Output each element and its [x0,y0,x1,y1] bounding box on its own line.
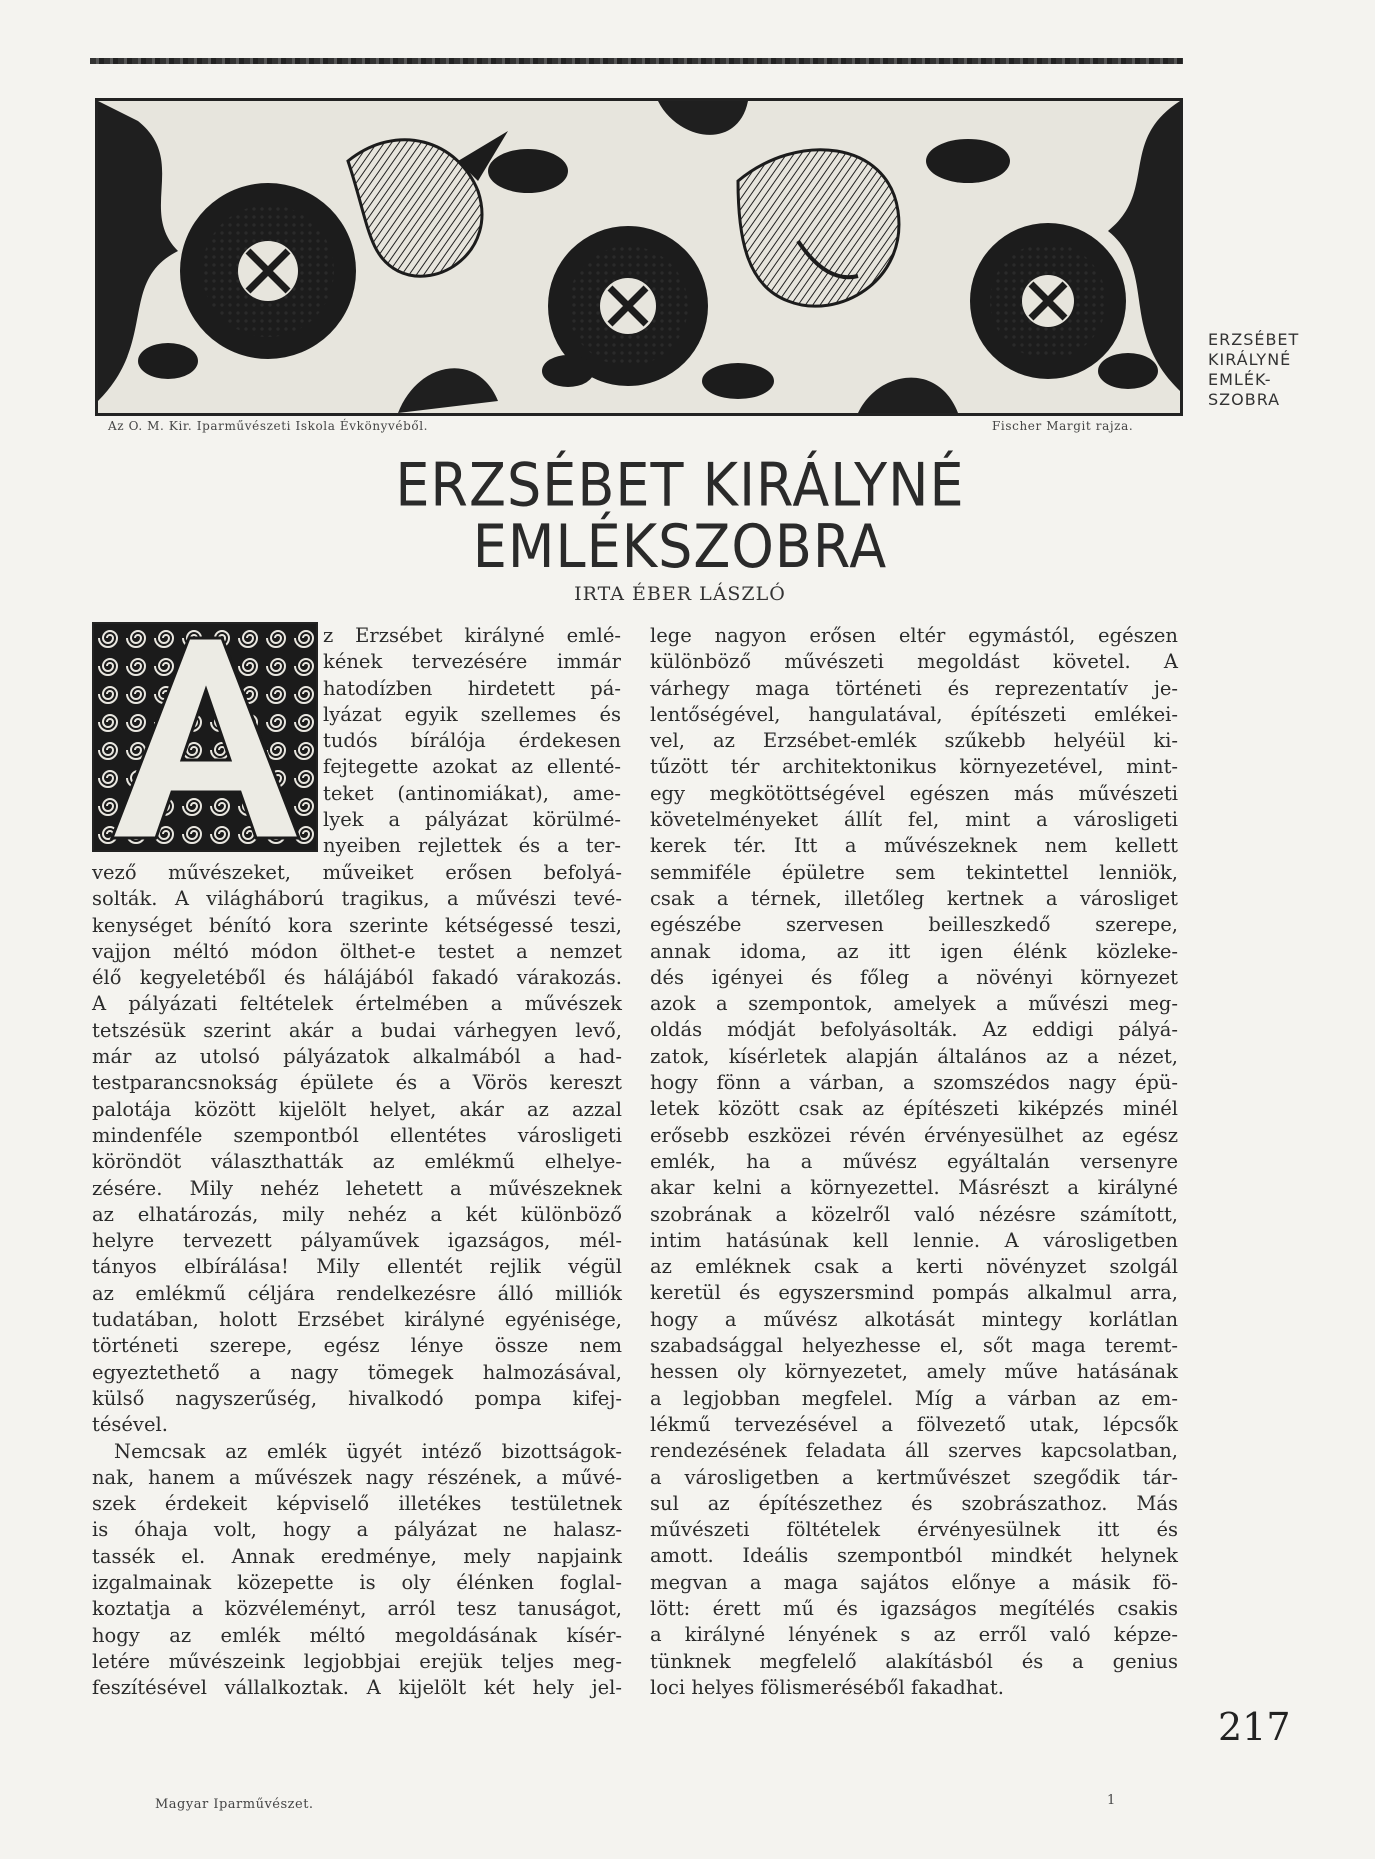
text-line: hessen oly környezetet, amely műve hatásának [650,1360,1178,1384]
journal-footer: Magyar Iparművészet. [155,1797,314,1812]
text-line: tűzött tér architektonikus környezetével, mint- [650,755,1178,779]
top-ornamental-rule [90,58,1183,64]
banner-source-caption: Az O. M. Kir. Iparművészeti Iskola Évkönyvéből. [108,419,429,433]
text-line: lege nagyon erősen eltér egymástól, egészen [650,624,1178,647]
text-line: a városligetben a kertművészet szegődik tár- [650,1465,1178,1489]
text-line: amott. Ideális szempontból mindkét helynek [650,1544,1178,1568]
text-line: is óhaja volt, hogy a pályázat ne halasz- [92,1518,622,1542]
text-line: akar kelni a környezettel. Másrészt a királyné [650,1176,1178,1200]
text-line: csak a térnek, illetőleg kertnek a városliget [650,886,1178,910]
text-line: dés igényei és főleg a növényi környezet [650,965,1178,989]
text-line: külső nagyszerűség, hivalkodó pompa kifej- [92,1386,622,1410]
text-line: szek érdekeit képviselő illetékes testületnek [92,1492,622,1516]
text-line: tudatában, holott Erzsébet királyné egyénisége, [92,1308,622,1332]
text-line: erősebb eszközei révén érvényesülhet az egész [650,1123,1178,1147]
text-line: kének tervezésére immár [323,650,621,674]
text-line: lött: érett mű és igazságos megítélés csakis [650,1596,1178,1620]
text-line: rendezésének feladata áll szerves kapcsolatban, [650,1439,1178,1463]
text-line: vajjon méltó módon ölthet-e testet a nemzet [92,939,622,963]
text-line: az emlékmű céljára rendelkezésre álló milliók [92,1281,622,1305]
text-line: tassék el. Annak eredménye, mely napjaink [92,1544,622,1568]
text-line: különböző művészeti megoldást követel. A [650,650,1178,674]
left-column-top-text [323,623,621,860]
sheet-mark: 1 [1107,1793,1116,1808]
text-line: lyázat egyik szellemes és [323,702,621,726]
ornamental-banner-illustration [95,98,1183,416]
text-line: hogy a művész alkotását mintegy korlátlan [650,1307,1178,1331]
right-column-text [650,623,1178,1701]
text-line: palotája között kijelölt helyet, akár az azzal [92,1097,622,1121]
text-line: annak idoma, az itt igen élénk közleke- [650,939,1178,963]
text-line: feszítésével vállalkoztak. A kijelölt két hely jel- [92,1676,622,1700]
banner-artist-caption: Fischer Margit rajza. [992,419,1134,433]
text-line: z Erzsébet királyné emlé- [323,624,621,647]
ornamental-dropcap [92,622,318,852]
text-line: testparancsnokság épülete és a Vörös kereszt [92,1071,622,1095]
side-title-line: SZOBRA [1208,390,1281,409]
text-line: történeti szerepe, egész lénye össze nem [92,1334,622,1358]
text-line: tányos elbírálása! Mily ellentét rejlik végül [92,1255,622,1279]
text-line: egészébe szervesen beilleszkedő szerepe, [650,913,1178,937]
text-line: oldás módját befolyásolták. Az eddigi pályá- [650,1018,1178,1042]
side-title-line: KIRÁLYNÉ [1208,350,1292,369]
text-line: tudós bírálója érdekesen [323,729,621,753]
text-line: teket (antinomiákat), ame- [323,781,621,805]
text-line: emlék, ha a művész egyáltalán versenyre [650,1149,1178,1173]
text-line: semmiféle épületre sem tekintettel lenniök, [650,860,1178,884]
text-line: lentőségével, hangulatával, építészeti emlékei- [650,702,1178,726]
text-line: a legjobban megfelel. Míg a várban az em- [650,1386,1178,1410]
article-title [300,450,1060,582]
text-line: tésével. [92,1413,168,1437]
text-line: keretül és egyszersmind pompás alkalmul arra, [650,1281,1178,1305]
text-line: vező művészeket, műveiket erősen befolyá- [92,861,622,884]
text-line: solták. A világháború tragikus, a művészi tevé- [92,887,622,911]
text-line: a királyné lényének s az erről való képze- [650,1623,1178,1647]
text-line: az elhatározás, mily nehéz a két különböző [92,1202,622,1226]
text-line: egyeztethető a nagy tömegek halmozásával, [92,1360,622,1384]
article-title-line: ERZSÉBET KIRÁLYNÉ [395,450,965,520]
text-line: A pályázati feltételek értelmében a művészek [92,992,622,1016]
side-title-line: EMLÉK- [1208,370,1272,389]
text-line: nyeiben rejlettek és a ter- [323,834,621,858]
text-line: letére művészeink legjobbjai erejük teljes meg- [92,1649,622,1673]
text-line: megvan a maga sajátos előnye a másik fö- [650,1570,1178,1594]
text-line: kerek tér. Itt a művészeknek nem kellett [650,834,1178,858]
text-line: zatok, kísérletek alapján általános az a nézet, [650,1044,1178,1068]
text-line: művészeti föltételek érvényesülnek itt és [650,1518,1178,1542]
text-line: vel, az Erzsébet-emlék szűkebb helyéül ki- [650,729,1178,753]
text-line: kenységet bénító kora szerinte kétségessé teszi, [92,913,622,937]
text-line: koztatja a közvéleményt, arról tesz tanuságot, [92,1597,622,1621]
text-line: sul az építészethez és szobrászathoz. Más [650,1491,1178,1515]
dropcap-letter: A [201,821,209,832]
text-line: követelményeket állít fel, mint a városligeti [650,808,1178,832]
page-number: 217 [1218,1705,1291,1749]
left-column-bottom-text [92,860,622,1702]
text-line: izgalmainak közepette is oly élénken foglal- [92,1571,622,1595]
article-title-line: EMLÉKSZOBRA [472,512,888,582]
text-line: élő kegyeletéből és hálájából fakadó várakozás. [92,966,622,990]
text-line: azok a szempontok, amelyek a művészi meg- [650,992,1178,1016]
text-line: zésére. Mily nehéz lehetett a művészeknek [92,1176,622,1200]
text-line: loci helyes fölismeréséből fakadhat. [650,1675,1004,1699]
text-line: már az utolsó pályázatok alkalmából a had- [92,1045,622,1069]
text-line: hogy az emlék méltó megoldásának kísér- [92,1623,622,1647]
text-line: köröndöt választhatták az emlékmű elhelye- [92,1150,622,1174]
text-line: lékmű tervezésével a fölvezető utak, lépcsők [650,1412,1178,1436]
text-line: helyre tervezett pályaművek igazságos, mél- [92,1229,622,1253]
text-line: szobrának a közelről való nézésre számított, [650,1202,1178,1226]
text-line: mindenféle szempontból ellentétes városligeti [92,1123,622,1147]
text-line: hogy fönn a várban, a szomszédos nagy épü- [650,1071,1178,1095]
text-line: letek között csak az építészeti kiképzés minél [650,1097,1178,1121]
side-title-line: ERZSÉBET [1208,330,1300,349]
text-line: nak, hanem a művészek nagy részének, a művé- [92,1465,622,1489]
side-running-title [1208,330,1348,410]
text-line: tünknek megfelelő alakításból és a genius [650,1649,1178,1673]
article-byline: IRTA ÉBER LÁSZLÓ [574,583,786,605]
text-line: fejtegette azokat az ellenté- [323,755,621,779]
text-line: lyek a pályázat körülmé- [323,808,621,832]
text-line: egy megkötöttségével egészen más művészeti [650,781,1178,805]
text-line: tetszésük szerint akár a budai várhegyen levő, [92,1018,622,1042]
text-line: intim hatásúnak kell lennie. A városligetben [650,1228,1178,1252]
text-line: az emléknek csak a kerti növényzet szolgál [650,1255,1178,1279]
text-line: hatodízben hirdetett pá- [323,676,621,700]
text-line: szabadsággal helyezhesse el, sőt maga teremt- [650,1334,1178,1358]
text-line: várhegy maga történeti és reprezentatív je- [650,676,1178,700]
text-line: Nemcsak az emlék ügyét intéző bizottságok- [114,1439,622,1463]
